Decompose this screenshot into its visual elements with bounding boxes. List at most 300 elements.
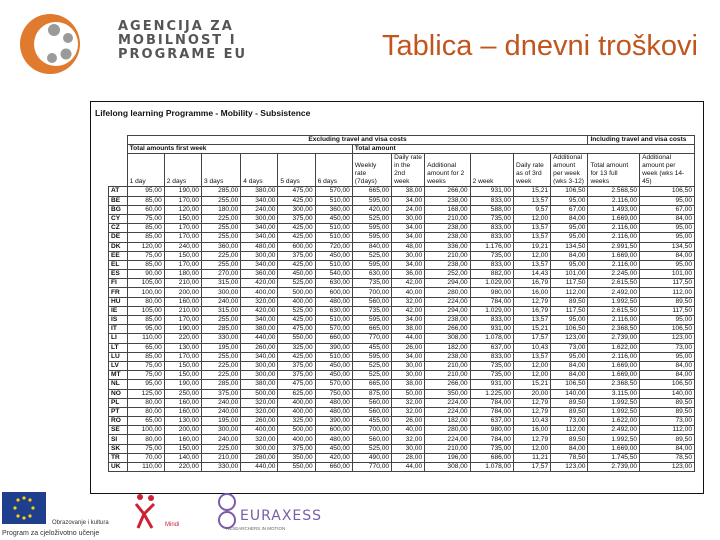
table-cell: 12,79 [513,297,550,306]
table-cell: 560,00 [352,435,391,444]
table-cell: 14,43 [513,270,550,279]
table-cell: 550,00 [278,334,315,343]
table-cell: 150,00 [164,361,201,370]
table-cell: 170,00 [164,233,201,242]
table-cell: 34,00 [392,224,425,233]
total-amount: Total amount [352,145,694,154]
table-cell: 13,57 [513,260,550,269]
table-cell: 240,00 [201,297,240,306]
table-cell: 2.492,00 [588,426,640,435]
table-cell: 308,00 [425,334,470,343]
table-cell: 16,79 [513,279,550,288]
table-row [109,398,695,407]
table-cell: 30,00 [392,251,425,260]
table-cell: 1.078,00 [470,334,513,343]
table-cell: 210,00 [164,306,201,315]
table-cell: 931,00 [470,325,513,334]
table-cell: 735,00 [352,279,391,288]
table-cell: 588,00 [470,205,513,214]
table-cell: 300,00 [201,288,240,297]
table-cell: 560,00 [352,407,391,416]
table-cell: 420,00 [241,306,278,315]
table-cell: 280,00 [241,453,278,462]
table-cell: 252,00 [425,270,470,279]
column-header: Daily rate as of 3rd week [513,154,550,187]
table-cell: 595,00 [352,260,391,269]
table-cell: 38,00 [392,187,425,196]
table-cell: 285,00 [201,380,240,389]
table-cell: 80,00 [127,297,164,306]
table-cell: 200,00 [164,426,201,435]
table-cell: 50,00 [392,389,425,398]
table-cell: 784,00 [470,297,513,306]
table-cell: 340,00 [241,352,278,361]
table-cell: 595,00 [352,233,391,242]
table-cell: 106,50 [640,325,695,334]
table-cell: 350,00 [425,389,470,398]
table-cell: 73,00 [551,417,588,426]
table-cell: 240,00 [201,407,240,416]
table-cell: 182,00 [425,417,470,426]
table-cell: 89,50 [640,398,695,407]
table-cell: 224,00 [425,297,470,306]
table-cell: 2.739,00 [588,334,640,343]
table-cell: 182,00 [425,343,470,352]
table-cell: 134,50 [640,242,695,251]
table-cell: 12,79 [513,435,550,444]
table-cell: 112,00 [640,426,695,435]
table-cell: 240,00 [201,435,240,444]
table-cell: 150,00 [164,444,201,453]
table-cell: 735,00 [470,361,513,370]
table-cell: 280,00 [425,426,470,435]
table-cell: 380,00 [241,380,278,389]
table-cell: 125,00 [127,389,164,398]
table-cell: 160,00 [164,297,201,306]
table-cell: 1.176,00 [470,242,513,251]
table-cell: 101,00 [640,270,695,279]
table-cell: 525,00 [352,251,391,260]
table-cell: 100,00 [127,288,164,297]
table-cell: 475,00 [278,187,315,196]
column-header: Additional amount per week (wks 14-45) [640,154,695,187]
table-cell: 720,00 [315,242,352,251]
euraxess-tagline: RESEARCHERS IN MOTION [226,526,286,531]
table-cell: 10,43 [513,417,550,426]
table-cell: 280,00 [425,288,470,297]
table-row [109,343,695,352]
table-cell: 660,00 [315,463,352,472]
table-body [109,136,695,472]
column-header: 4 days [241,154,278,187]
table-cell: 784,00 [470,398,513,407]
table-cell: 195,00 [201,343,240,352]
country-code: EL [109,260,128,269]
table-cell: 38,00 [392,380,425,389]
table-cell: 300,00 [241,361,278,370]
table-cell: 95,00 [551,224,588,233]
table-cell: 931,00 [470,380,513,389]
table-cell: 95,00 [551,260,588,269]
table-cell: 250,00 [164,389,201,398]
table-cell: 190,00 [164,187,201,196]
table-row [109,279,695,288]
country-code: IT [109,325,128,334]
table-cell: 375,00 [201,389,240,398]
table-cell: 320,00 [241,435,278,444]
table-cell: 170,00 [164,352,201,361]
table-cell: 89,50 [640,435,695,444]
table-cell: 84,00 [551,251,588,260]
table-cell: 238,00 [425,224,470,233]
table-cell: 38,00 [392,325,425,334]
table-cell: 375,00 [278,371,315,380]
table-cell: 1.029,00 [470,306,513,315]
table-cell: 225,00 [201,371,240,380]
table-cell: 238,00 [425,196,470,205]
table-cell: 112,00 [640,288,695,297]
table-cell: 13,57 [513,196,550,205]
table-cell: 340,00 [241,233,278,242]
column-header: 5 days [278,154,315,187]
table-cell: 84,00 [640,251,695,260]
table-cell: 170,00 [164,316,201,325]
table-cell: 300,00 [241,371,278,380]
table-cell: 1.078,00 [470,463,513,472]
table-cell: 255,00 [201,233,240,242]
table-cell: 510,00 [315,316,352,325]
table-cell: 1.225,00 [470,389,513,398]
table-cell: 325,00 [278,343,315,352]
table-cell: 210,00 [425,361,470,370]
table-cell: 294,00 [425,279,470,288]
table-cell: 224,00 [425,435,470,444]
table-cell: 440,00 [241,334,278,343]
column-header: 3 days [201,154,240,187]
table-cell: 225,00 [201,214,240,223]
table-cell: 400,00 [278,407,315,416]
table-cell: 420,00 [352,205,391,214]
table-cell: 44,00 [392,463,425,472]
table-cell: 30,00 [392,371,425,380]
table-cell: 3.115,00 [588,389,640,398]
table-cell: 665,00 [352,187,391,196]
country-code: ES [109,270,128,279]
table-cell: 95,00 [640,352,695,361]
table-cell: 450,00 [278,270,315,279]
table-cell: 600,00 [315,426,352,435]
eu-flag-icon [2,492,46,524]
country-code: FI [109,279,128,288]
country-code: LT [109,343,128,352]
table-cell: 600,00 [315,288,352,297]
table-cell: 84,00 [640,361,695,370]
table-cell: 13,57 [513,352,550,361]
table-cell: 480,00 [315,297,352,306]
table-cell: 400,00 [241,426,278,435]
table-cell: 560,00 [352,297,391,306]
table-cell: 30,00 [392,361,425,370]
table-cell: 1.992,50 [588,407,640,416]
table-row [109,242,695,251]
table-cell: 375,00 [278,251,315,260]
table-cell: 2.991,50 [588,242,640,251]
country-code: LI [109,334,128,343]
table-cell: 500,00 [278,426,315,435]
table-cell: 40,00 [392,288,425,297]
table-row [109,453,695,462]
euraxess-label: EURAXESS [240,508,323,524]
page-title: Tablica – dnevni troškovi [382,30,698,62]
table-row [109,205,695,214]
table-row [109,224,695,233]
table-cell: 1.992,50 [588,435,640,444]
table-cell: 180,00 [201,205,240,214]
table-cell: 140,00 [164,453,201,462]
table-cell: 1.029,00 [470,279,513,288]
table-cell: 26,00 [392,343,425,352]
table-cell: 240,00 [241,205,278,214]
table-cell: 106,50 [640,187,695,196]
table-cell: 330,00 [201,463,240,472]
table-cell: 170,00 [164,260,201,269]
group-excluding: Excluding travel and visa costs [127,136,588,145]
table-cell: 440,00 [241,463,278,472]
table-cell: 75,00 [127,251,164,260]
table-row [109,361,695,370]
table-cell: 425,00 [278,352,315,361]
table-cell: 266,00 [425,380,470,389]
table-cell: 238,00 [425,316,470,325]
country-code: IE [109,306,128,315]
table-cell: 735,00 [352,306,391,315]
table-cell: 2.568,50 [588,187,640,196]
table-cell: 78,50 [551,453,588,462]
country-code: SE [109,426,128,435]
table-cell: 770,00 [352,334,391,343]
table-cell: 225,00 [201,251,240,260]
table-cell: 1.992,50 [588,398,640,407]
table-cell: 238,00 [425,233,470,242]
table-cell: 260,00 [241,343,278,352]
table-cell: 1.669,00 [588,214,640,223]
table-cell: 44,00 [392,334,425,343]
table-cell: 120,00 [127,242,164,251]
country-code: DK [109,242,128,251]
table-cell: 26,00 [392,417,425,426]
table-cell: 300,00 [241,214,278,223]
table-cell: 95,00 [640,196,695,205]
table-cell: 570,00 [315,325,352,334]
table-cell: 595,00 [352,224,391,233]
table-cell: 630,00 [315,306,352,315]
country-code: AT [109,187,128,196]
table-cell: 340,00 [241,224,278,233]
table-cell: 390,00 [315,343,352,352]
table-row [109,371,695,380]
sheet-title: Lifelong learning Programme - Mobility - Subsistence [95,108,311,118]
table-cell: 130,00 [164,343,201,352]
table-row [109,444,695,453]
table-cell: 85,00 [127,316,164,325]
table-cell: 19,21 [513,242,550,251]
table-cell: 78,50 [640,453,695,462]
table-cell: 12,00 [513,361,550,370]
table-cell: 1.622,00 [588,417,640,426]
table-cell: 455,00 [352,417,391,426]
table-cell: 735,00 [470,251,513,260]
table-cell: 420,00 [315,453,352,462]
table-cell: 95,00 [640,260,695,269]
table-cell: 210,00 [425,251,470,260]
country-code: UK [109,463,128,472]
table-cell: 210,00 [201,453,240,462]
table-cell: 160,00 [164,407,201,416]
table-cell: 13,57 [513,233,550,242]
table-cell: 95,00 [551,316,588,325]
table-cell: 105,00 [127,279,164,288]
table-cell: 2.116,00 [588,224,640,233]
table-cell: 2.116,00 [588,352,640,361]
table-cell: 1.745,50 [588,453,640,462]
table-cell: 75,00 [127,371,164,380]
table-cell: 480,00 [315,407,352,416]
table-cell: 210,00 [425,214,470,223]
table-cell: 224,00 [425,407,470,416]
table-cell: 73,00 [640,343,695,352]
table-cell: 2.615,50 [588,279,640,288]
table-cell: 95,00 [640,224,695,233]
table-cell: 34,00 [392,260,425,269]
table-cell: 100,00 [127,426,164,435]
table-cell: 630,00 [352,270,391,279]
table-cell: 224,00 [425,398,470,407]
country-code: CY [109,214,128,223]
table-cell: 480,00 [315,398,352,407]
table-cell: 833,00 [470,224,513,233]
table-cell: 600,00 [278,242,315,251]
table-cell: 320,00 [241,297,278,306]
table-cell: 240,00 [201,398,240,407]
table-cell: 140,00 [551,389,588,398]
table-cell: 980,00 [470,426,513,435]
table-cell: 285,00 [201,187,240,196]
table-cell: 110,00 [127,463,164,472]
table-cell: 9,57 [513,205,550,214]
column-header: Weekly rate (7days) [352,154,391,187]
table-cell: 123,00 [551,463,588,472]
table-cell: 375,00 [278,444,315,453]
table-cell: 294,00 [425,306,470,315]
table-cell: 540,00 [315,270,352,279]
table-cell: 300,00 [241,251,278,260]
table-cell: 32,00 [392,297,425,306]
table-cell: 106,50 [551,187,588,196]
table-cell: 95,00 [551,352,588,361]
table-cell: 11,21 [513,453,550,462]
table-cell: 210,00 [425,371,470,380]
table-row [109,389,695,398]
table-cell: 65,00 [127,417,164,426]
table-cell: 13,57 [513,316,550,325]
table-cell: 980,00 [470,288,513,297]
table-cell: 123,00 [551,334,588,343]
table-cell: 450,00 [315,251,352,260]
table-cell: 1.669,00 [588,251,640,260]
table-cell: 13,57 [513,224,550,233]
table-cell: 500,00 [278,288,315,297]
agency-logo-text [118,20,247,62]
table-cell: 475,00 [278,325,315,334]
agency-logo-mark [8,8,118,78]
table-cell: 2.739,00 [588,463,640,472]
table-row [109,417,695,426]
table-cell: 784,00 [470,435,513,444]
table-cell: 90,00 [127,270,164,279]
country-code: RO [109,417,128,426]
group-including: Including travel and visa costs [588,136,695,145]
table-cell: 84,00 [551,214,588,223]
table-cell: 84,00 [551,371,588,380]
table-cell: 238,00 [425,260,470,269]
table-cell: 360,00 [315,205,352,214]
table-cell: 700,00 [352,426,391,435]
table-cell: 510,00 [315,352,352,361]
table-cell: 89,50 [640,407,695,416]
table-cell: 255,00 [201,316,240,325]
table-cell: 106,50 [640,380,695,389]
table-cell: 106,50 [551,380,588,389]
table-cell: 525,00 [352,361,391,370]
table-cell: 315,00 [201,279,240,288]
table-cell: 360,00 [201,242,240,251]
logo-line-3: PROGRAME EU [118,47,248,62]
table-cell: 450,00 [315,214,352,223]
country-code: EE [109,251,128,260]
table-cell: 34,00 [392,316,425,325]
table-cell: 130,00 [164,417,201,426]
total-first-week: Total amounts first week [127,145,352,154]
table-cell: 1.669,00 [588,361,640,370]
table-cell: 255,00 [201,224,240,233]
table-cell: 73,00 [551,343,588,352]
table-cell: 875,00 [352,389,391,398]
table-cell: 89,50 [551,407,588,416]
table-cell: 380,00 [241,325,278,334]
table-row [109,187,695,196]
table-cell: 16,00 [513,426,550,435]
table-cell: 686,00 [470,453,513,462]
country-code: BG [109,205,128,214]
table-cell: 85,00 [127,352,164,361]
table-cell: 32,00 [392,435,425,444]
table-cell: 510,00 [315,260,352,269]
table-cell: 882,00 [470,270,513,279]
table-cell: 735,00 [470,444,513,453]
table-cell: 630,00 [315,279,352,288]
table-cell: 85,00 [127,233,164,242]
table-cell: 308,00 [425,463,470,472]
table-cell: 140,00 [640,389,695,398]
table-cell: 150,00 [164,251,201,260]
table-cell: 160,00 [164,398,201,407]
table-cell: 525,00 [352,444,391,453]
header-row-columns [109,154,695,187]
table-cell: 89,50 [551,297,588,306]
table-cell: 32,00 [392,407,425,416]
table-cell: 42,00 [392,279,425,288]
table-cell: 17,57 [513,463,550,472]
